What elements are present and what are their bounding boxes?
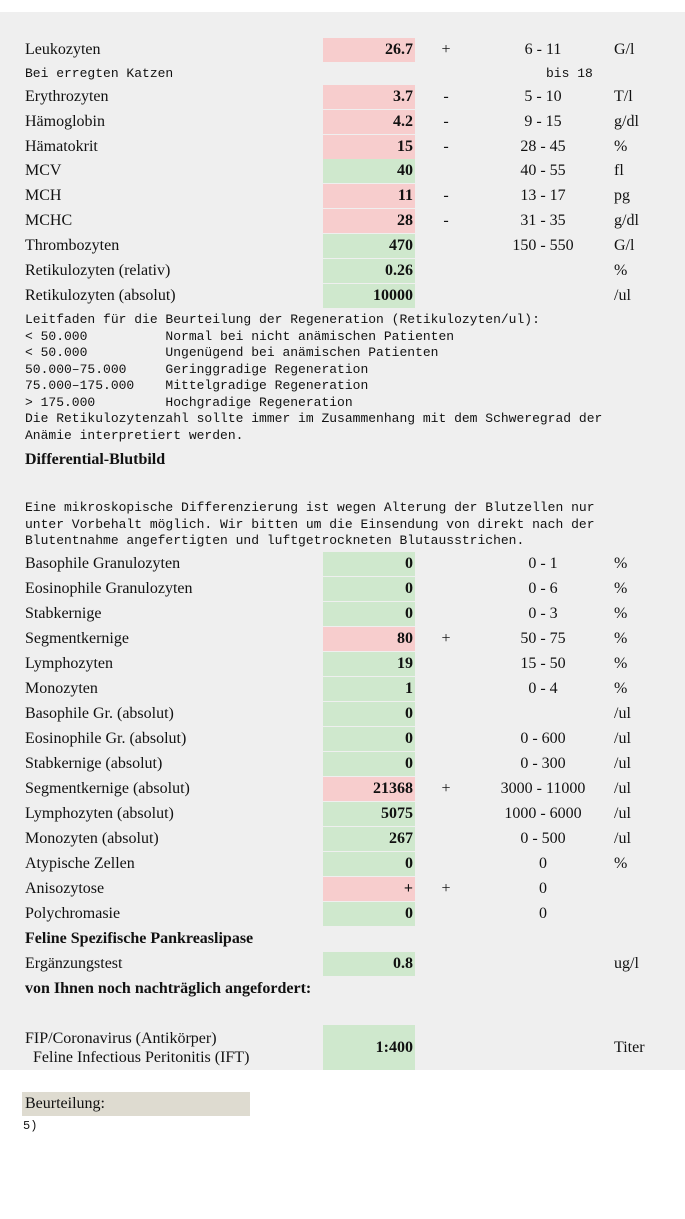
result-row-mcv — [0, 159, 685, 183]
result-unit: ug/l — [614, 955, 639, 972]
result-row-ergaenzungstest — [0, 952, 685, 976]
result-flag: + — [441, 41, 451, 58]
result-row-haematokrit — [0, 135, 685, 159]
result-row-lymphozyten — [0, 652, 685, 676]
result-flag: + — [441, 630, 451, 647]
result-ref: 28 - 45 — [520, 138, 566, 155]
result-value: 5075 — [323, 802, 415, 826]
result-row-segmentkernige-absolut — [0, 777, 685, 801]
result-name: MCHC — [25, 212, 73, 229]
result-value: + — [323, 877, 415, 901]
result-name: Polychromasie — [25, 905, 121, 922]
result-unit: /ul — [614, 730, 631, 747]
result-ref: 3000 - 11000 — [500, 780, 586, 797]
result-value: 19 — [323, 652, 415, 676]
result-name: Atypische Zellen — [25, 855, 135, 872]
assessment-label: Beurteilung: — [22, 1092, 250, 1116]
heading-lipase: Feline Spezifische Pankreaslipase — [25, 930, 254, 947]
result-unit: % — [614, 630, 628, 647]
result-unit: % — [614, 605, 628, 622]
result-flag: + — [441, 880, 451, 897]
result-ref: 15 - 50 — [520, 655, 566, 672]
result-name: MCH — [25, 187, 62, 204]
result-row-mchc — [0, 209, 685, 233]
result-value: 0 — [323, 852, 415, 876]
fip-unit: Titer — [614, 1039, 645, 1056]
result-ref: 13 - 17 — [520, 187, 566, 204]
regeneration-guide: Leitfaden für die Beurteilung der Regeneration (Retikulozyten/ul): < 50.000 Normal bei nicht anämischen Patienten < 50.000 Ungenügend bei anämischen Patienten 50.000–75.000 Geringgradige Regeneration 75.000–175.000 Mittelgradige Regeneration > 175.000 Hochgradige Regeneration Die Retikulozytenzahl sollte immer im Zusammenhang mit dem Schweregrad der Anämie interpretiert werden. — [25, 312, 603, 443]
result-name: Hämoglobin — [25, 113, 105, 130]
result-ref: 6 - 11 — [524, 41, 562, 58]
result-row-eosinophile-granulozyten — [0, 577, 685, 601]
result-name: Retikulozyten (absolut) — [25, 287, 176, 304]
result-unit: % — [614, 680, 628, 697]
result-name: MCV — [25, 162, 62, 179]
result-value: 0 — [323, 727, 415, 751]
result-ref: 0 — [539, 855, 547, 872]
result-unit: pg — [614, 187, 630, 204]
result-value: 15 — [323, 135, 415, 159]
result-unit: % — [614, 262, 628, 279]
result-ref: 0 - 4 — [528, 680, 558, 697]
result-value: 80 — [323, 627, 415, 651]
result-ref: 0 - 300 — [520, 755, 566, 772]
result-unit: g/dl — [614, 113, 639, 130]
result-unit: % — [614, 580, 628, 597]
heading-differential: Differential-Blutbild — [25, 451, 166, 468]
excited-cats-note: Bei erregten Katzen — [25, 66, 174, 81]
result-name: Basophile Granulozyten — [25, 555, 181, 572]
result-ref: 40 - 55 — [520, 162, 566, 179]
result-unit: T/l — [614, 88, 633, 105]
result-unit: % — [614, 138, 628, 155]
result-unit: /ul — [614, 755, 631, 772]
result-row-basophile-gr-absolut — [0, 702, 685, 726]
result-unit: /ul — [614, 287, 631, 304]
result-unit: /ul — [614, 830, 631, 847]
result-flag: - — [443, 138, 449, 155]
result-ref: 0 - 1 — [528, 555, 558, 572]
result-value: 10000 — [323, 284, 415, 308]
result-row-anisozytose — [0, 877, 685, 901]
result-row-retikulozyten-absolut — [0, 284, 685, 308]
result-row-monozyten-absolut — [0, 827, 685, 851]
result-row-stabkernige-absolut — [0, 752, 685, 776]
result-value: 0 — [323, 577, 415, 601]
fip-value: 1:400 — [323, 1025, 415, 1070]
result-unit: /ul — [614, 805, 631, 822]
result-name: Stabkernige — [25, 605, 102, 622]
result-name: Hämatokrit — [25, 138, 98, 155]
result-ref: 150 - 550 — [512, 237, 574, 254]
result-row-eosinophile-gr-absolut — [0, 727, 685, 751]
result-unit: G/l — [614, 237, 635, 254]
result-ref: 0 - 500 — [520, 830, 566, 847]
result-row-segmentkernige — [0, 627, 685, 651]
result-name: Anisozytose — [25, 880, 105, 897]
result-name: Retikulozyten (relativ) — [25, 262, 171, 279]
result-row-monozyten — [0, 677, 685, 701]
result-value: 0.8 — [323, 952, 415, 976]
result-value: 26.7 — [323, 38, 415, 62]
result-value: 0 — [323, 702, 415, 726]
result-unit: /ul — [614, 780, 631, 797]
result-ref: 0 — [539, 880, 547, 897]
result-value: 267 — [323, 827, 415, 851]
result-row-lymphozyten-absolut — [0, 802, 685, 826]
result-flag: - — [443, 212, 449, 229]
result-value: 0.26 — [323, 259, 415, 283]
result-ref: 0 — [539, 905, 547, 922]
result-row-atypische-zellen — [0, 852, 685, 876]
result-name: Lymphozyten — [25, 655, 113, 672]
differential-note: Eine mikroskopische Differenzierung ist wegen Alterung der Blutzellen nur unter Vorbehalt möglich. Wir bitten um die Einsendung von direkt nach der Blutentnahme angefertigten und luftgetrockneten Blutausstrichen. — [25, 500, 595, 548]
excited-cats-value: bis 18 — [546, 66, 593, 81]
result-ref: 31 - 35 — [520, 212, 566, 229]
result-value: 0 — [323, 902, 415, 926]
result-value: 1 — [323, 677, 415, 701]
result-name: Eosinophile Granulozyten — [25, 580, 193, 597]
result-unit: /ul — [614, 705, 631, 722]
result-unit: g/dl — [614, 212, 639, 229]
result-name: Leukozyten — [25, 41, 101, 58]
result-row-polychromasie — [0, 902, 685, 926]
result-unit: G/l — [614, 41, 635, 58]
result-unit: fl — [614, 162, 624, 179]
result-ref: 0 - 3 — [528, 605, 558, 622]
result-flag: - — [443, 113, 449, 130]
result-flag: + — [441, 780, 451, 797]
result-row-thrombozyten — [0, 234, 685, 258]
result-flag: - — [443, 88, 449, 105]
result-name: Monozyten — [25, 680, 98, 697]
result-ref: 50 - 75 — [520, 630, 566, 647]
result-flag: - — [443, 187, 449, 204]
result-unit: % — [614, 555, 628, 572]
result-row-leukozyten — [0, 38, 685, 62]
result-value: 11 — [323, 184, 415, 208]
result-value: 3.7 — [323, 85, 415, 109]
result-name: Ergänzungstest — [25, 955, 123, 972]
result-name: Monozyten (absolut) — [25, 830, 159, 847]
result-unit: % — [614, 855, 628, 872]
result-name: Basophile Gr. (absolut) — [25, 705, 174, 722]
result-name: Eosinophile Gr. (absolut) — [25, 730, 187, 747]
result-value: 4.2 — [323, 110, 415, 134]
result-row-basophile-granulozyten — [0, 552, 685, 576]
result-name: Stabkernige (absolut) — [25, 755, 163, 772]
result-ref: 5 - 10 — [524, 88, 562, 105]
result-name: Segmentkernige — [25, 630, 129, 647]
footnote: 5) — [23, 1119, 38, 1133]
result-name: Segmentkernige (absolut) — [25, 780, 190, 797]
result-value: 0 — [323, 552, 415, 576]
result-value: 0 — [323, 752, 415, 776]
result-unit: % — [614, 655, 628, 672]
result-value: 0 — [323, 602, 415, 626]
fip-name-line1: FIP/Coronavirus (Antikörper) — [25, 1030, 217, 1047]
result-ref: 1000 - 6000 — [504, 805, 582, 822]
result-value: 28 — [323, 209, 415, 233]
result-name: Thrombozyten — [25, 237, 120, 254]
result-row-retikulozyten-relativ — [0, 259, 685, 283]
result-value: 40 — [323, 159, 415, 183]
result-name: Erythrozyten — [25, 88, 109, 105]
heading-requested: von Ihnen noch nachträglich angefordert: — [25, 980, 312, 997]
fip-name-line2: Feline Infectious Peritonitis (IFT) — [33, 1049, 250, 1066]
result-row-haemoglobin — [0, 110, 685, 134]
result-name: Lymphozyten (absolut) — [25, 805, 174, 822]
result-ref: 0 - 6 — [528, 580, 558, 597]
result-value: 470 — [323, 234, 415, 258]
result-ref: 9 - 15 — [524, 113, 562, 130]
result-value: 21368 — [323, 777, 415, 801]
result-row-erythrozyten — [0, 85, 685, 109]
result-row-mch — [0, 184, 685, 208]
result-row-stabkernige — [0, 602, 685, 626]
result-ref: 0 - 600 — [520, 730, 566, 747]
